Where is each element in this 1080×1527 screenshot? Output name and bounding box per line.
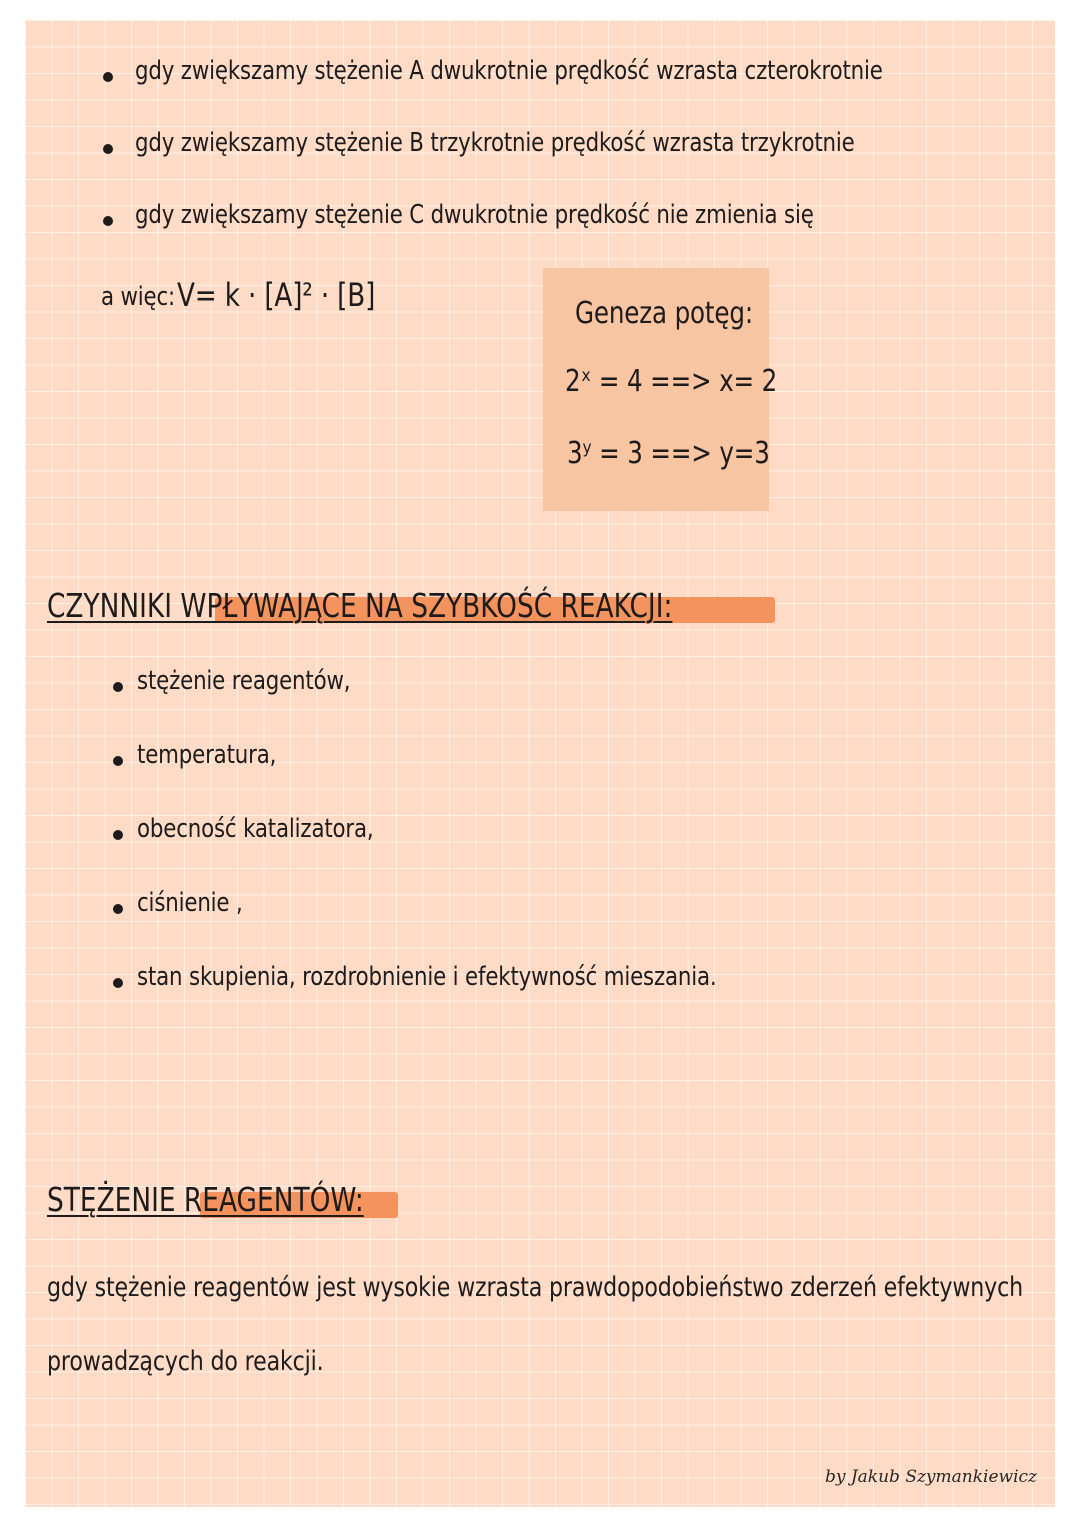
- factor-item: ciśnienie ,: [137, 888, 243, 918]
- bullet-dot: [113, 830, 123, 840]
- factor-item: stężenie reagentów,: [137, 666, 351, 696]
- intro-bullet-2: gdy zwiększamy stężenie B trzykrotnie prędkość wzrasta trzykrotnie: [135, 128, 855, 158]
- info-box-line-1: 2ˣ = 4 ==> x= 2: [565, 364, 778, 399]
- concentration-heading: STĘŻENIE REAGENTÓW:: [47, 1180, 364, 1219]
- bullet-dot: [113, 682, 123, 692]
- concentration-text-line-2: prowadzących do reakcji.: [47, 1346, 324, 1377]
- bullet-dot: [103, 72, 113, 82]
- bullet-dot: [113, 904, 123, 914]
- info-box-title: Geneza potęg:: [575, 296, 753, 331]
- intro-bullet-1: gdy zwiększamy stężenie A dwukrotnie prędkość wzrasta czterokrotnie: [135, 56, 883, 86]
- info-box-line-2: 3ʸ = 3 ==> y=3: [567, 436, 770, 471]
- info-box: [543, 268, 778, 511]
- concentration-text-line-1: gdy stężenie reagentów jest wysokie wzrasta prawdopodobieństwo zderzeń efektywnych: [47, 1272, 1023, 1303]
- intro-bullet-3: gdy zwiększamy stężenie C dwukrotnie prędkość nie zmienia się: [135, 200, 814, 230]
- factor-item: stan skupienia, rozdrobnienie i efektywność mieszania.: [137, 962, 717, 992]
- factors-heading: CZYNNIKI WPŁYWAJĄCE NA SZYBKOŚĆ REAKCJI:: [47, 586, 673, 625]
- factor-item: temperatura,: [137, 740, 277, 770]
- rate-formula: V= k · [A]² · [B]: [177, 276, 376, 314]
- bullet-dot: [113, 756, 123, 766]
- bullet-dot: [113, 978, 123, 988]
- conclusion-prefix: a więc:: [101, 282, 176, 312]
- author-signature: by Jakub Szymankiewicz: [824, 1467, 1037, 1487]
- factor-item: obecność katalizatora,: [137, 814, 374, 844]
- note-page: [25, 20, 1055, 1507]
- bullet-dot: [103, 216, 113, 226]
- bullet-dot: [103, 144, 113, 154]
